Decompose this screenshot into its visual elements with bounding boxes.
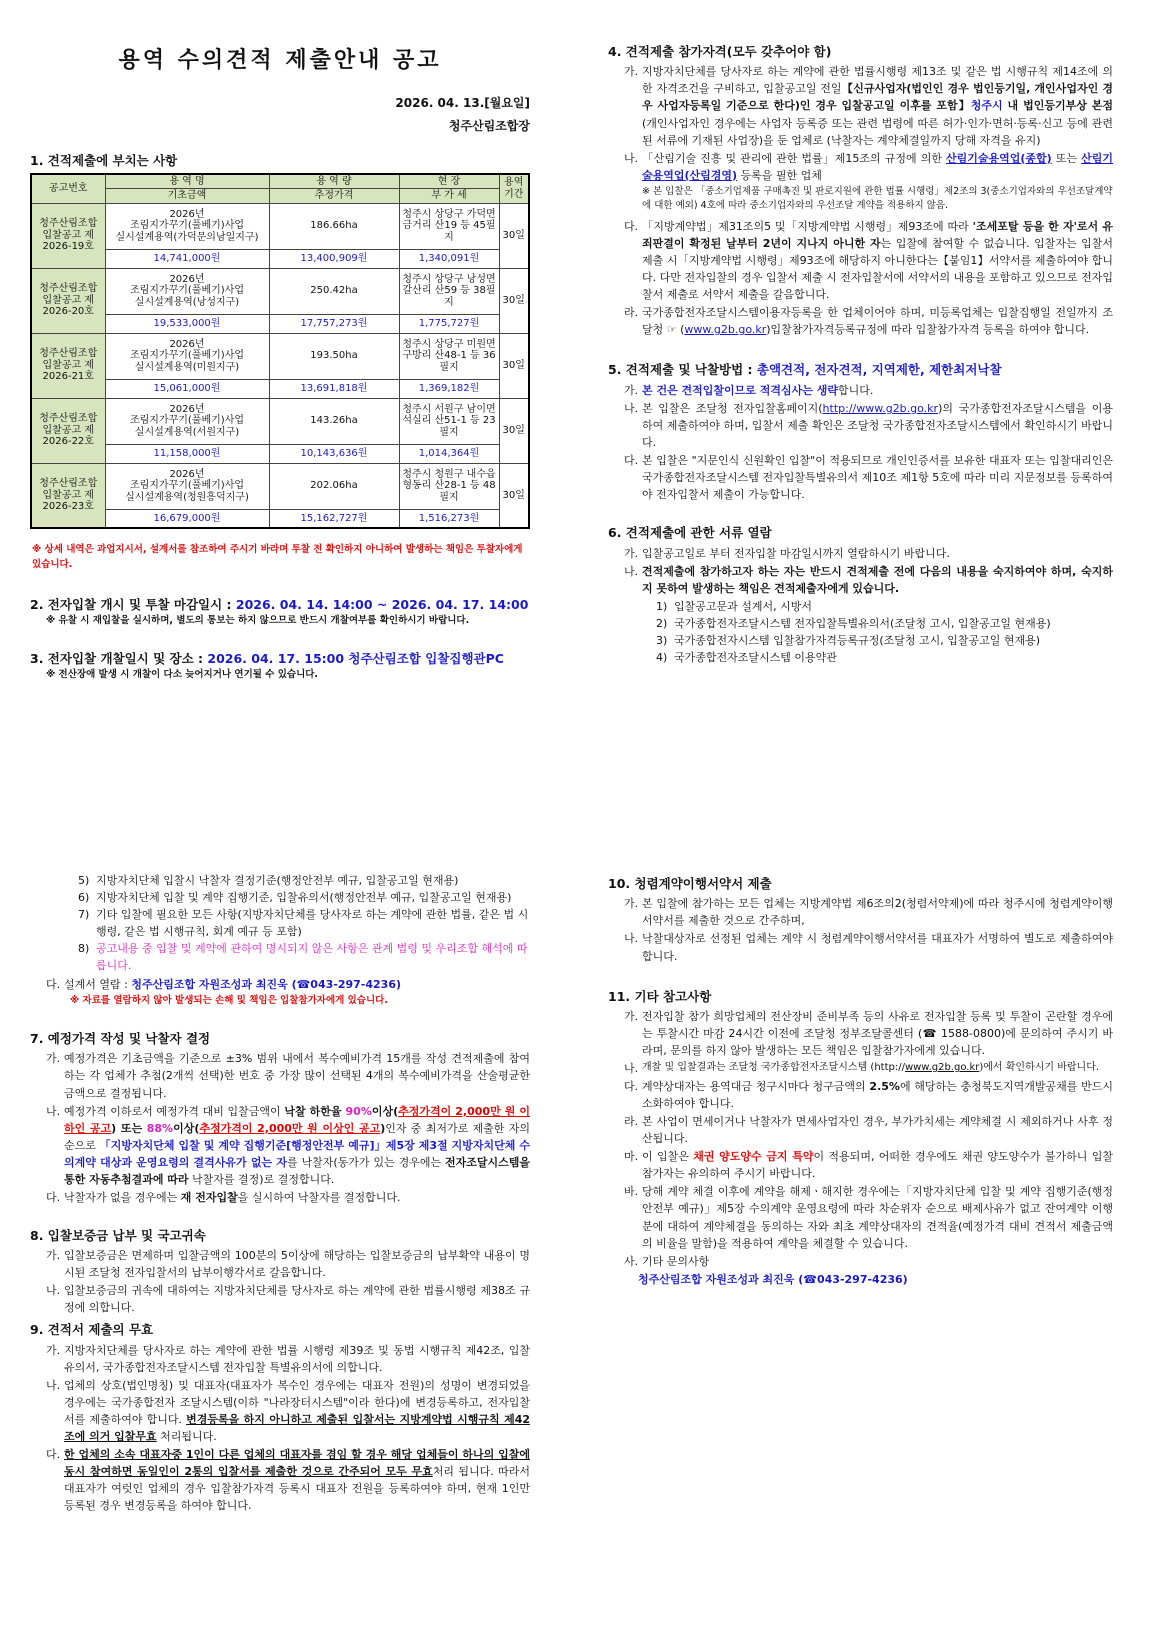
- row-loc: 청주시 서원구 남이면 석실리 산51-1 등 23필지: [399, 398, 499, 444]
- bottom-right-column: [608, 874, 1113, 1288]
- section-5-title: [608, 360, 1113, 379]
- header-vat: 부 가 세: [399, 189, 499, 204]
- list-item: 5) 지방자치단체 입찰시 낙찰자 결정기준(행정안전부 예규, 입찰공고일 현재용): [78, 874, 459, 887]
- section-4-note: ※ 본 입찰은 「중소기업제품 구매촉진 및 판로지원에 관한 법률 시행령」제2조의 3(중소기업자와의 우선조달계약에 대한 예외) 4호에 따라 중소기업자와의 우선조달 계약을 적용하지 않음.: [642, 185, 1113, 212]
- section-7-title: 7. 예정가격 작성 및 낙찰자 결정: [30, 1031, 211, 1047]
- section-11-item-ba: 바. 당해 계약 체결 이후에 계약을 해제ㆍ해지한 경우에는「지방자치단체 입찰 및 계약 집행기준(행정안전부 예규)」제5장 수의계약 운영요령에 따라 차순위자 순으로 배제사유가 없고 잔여계약 이행분에 대하여 계약체결을 동의하는 자와 최초 계약상대자의 견적율(예정가격 대비 견적서 제출금액의 비율을 말함)을 적용하여 계약을 체결할 수 있습니다.: [624, 1185, 1113, 1250]
- header-period: 용역기간: [499, 174, 529, 204]
- bottom-left-column: [30, 872, 530, 1515]
- section-4-item-na: 나. 「산림기술 진흥 및 관리에 관한 법률」제15조의 규정에 의한 산림기술용역업(종합) 또는 산림기술용역업(산림경영) 등록을 필한 업체: [624, 151, 1113, 182]
- row-name-2: 실시설계용역(미원지구): [134, 361, 240, 373]
- header-est: 추정가격: [269, 189, 399, 204]
- section-5-item-da: 다. 본 입찰은 "지문인식 신원확인 입찰"이 적용되므로 개인인증서를 보유한 대표자 또는 입찰대리인은 국가종합전자조달시스템 전자입찰특별유의서 제10조 제1항 5호에 따라 미리 지문정보를 등록하여야 전자입찰서 제출이 가능합니다.: [624, 454, 1113, 502]
- list-item: 3) 국가종합전자시스템 입찰참가자격등록규정(조달청 고시, 입찰공고일 현재용): [656, 633, 1041, 647]
- section-7-item-na: 나. 예정가격 이하로서 예정가격 대비 입찰금액이 낙찰 하한율 90%이상(추정가격이 2,000만 원 이하인 공고) 또는 88%이상(추정가격이 2,000만 원 이상인 공고)인자 중 최저가로 제출한 자의 순으로 「지방자치단체 입찰 및 계약 집행기준[행정안전부 예규]」제5장 제3절 지방자치단체 수의계약 대상과 운영요령의 결격사유가 없는 자를 낙찰자(동가가 있는 경우에는 전자조달시스템을 통한 자동추첨결과에 따라 낙찰자를 결정)로 결정합니다.: [46, 1104, 531, 1186]
- row-est: 10,143,636원: [269, 444, 399, 463]
- section-11-item-sa: 사. 기타 문의사항: [624, 1254, 710, 1268]
- table-row-amounts: [31, 379, 529, 398]
- row-no: 청주산림조합 입찰공고 제2026-22호: [31, 398, 105, 463]
- section-11-item-ga: 가. 전자입찰 참가 희망업체의 전산장비 준비부족 등의 사유로 전자입찰 등록 및 투찰이 곤란할 경우에는 투찰시간 마감 24시간 이전에 조달청 정부조달콜센터 (☎ 1588-0800)에 문의하여 주시기 바라며, 문의를 하지 않아 발생하는 모든 책임은 입찰참가자에게 있습니다.: [624, 1009, 1113, 1058]
- section-7-item-da: 다. 낙찰자가 없을 경우에는 재 전자입찰을 실시하여 낙찰자를 결정합니다.: [46, 1190, 401, 1204]
- row-name: [105, 203, 269, 249]
- section-1-title: 1. 견적제출에 부치는 사항: [30, 153, 178, 169]
- section-11-item-ra: 라. 본 사업이 면세이거나 낙찰자가 면세사업자인 경우, 부가가치세는 계약체결 시 제외하거나 사후 정산됩니다.: [624, 1115, 1113, 1146]
- section-11-item-ma: 마. 이 입찰은 채권 양도양수 금지 특약이 적용되며, 어떠한 경우에도 채권 양도양수가 불가하니 입찰 참가자는 유의하여 주시기 바랍니다.: [624, 1150, 1113, 1181]
- header-qty: 용 역 량: [269, 174, 399, 189]
- section-8-title: 8. 입찰보증금 납부 및 국고귀속: [30, 1227, 206, 1243]
- row-name: [105, 268, 269, 314]
- row-name-2: 실시설계용역(가덕문의남일지구): [115, 231, 259, 243]
- row-no: 청주산림조합 입찰공고 제2026-23호: [31, 463, 105, 528]
- contact-info: 청주산림조합 자원조성과 최진욱 (☎043-297-4236): [638, 1272, 908, 1286]
- section-3-label: 3. 전자입찰 개찰일시 및 장소 :: [30, 650, 208, 666]
- page-title: 용역 수의견적 제출안내 공고: [118, 48, 442, 73]
- row-est: 13,691,818원: [269, 379, 399, 398]
- header-base: 기초금액: [105, 189, 269, 204]
- row-base: 14,741,000원: [105, 249, 269, 268]
- row-qty: 250.42ha: [269, 268, 399, 314]
- row-period: 30일: [499, 333, 529, 398]
- section-5-value: 총액견적, 전자견적, 지역제한, 제한최저낙찰: [756, 362, 1002, 378]
- row-name-1: 조림지가꾸기(풀베기)사업: [129, 415, 245, 427]
- section-8-item-na: 나. 입찰보증금의 귀속에 대하여는 지방자치단체를 당사자로 하는 계약에 관한 법률시행령 제38조 규정에 의합니다.: [46, 1284, 530, 1315]
- section-2-note: ※ 유찰 시 재입찰을 실시하며, 별도의 통보는 하지 않으므로 반드시 개찰여부를 확인하시기 바랍니다.: [46, 614, 470, 626]
- row-name-2: 실시설계용역(낭성지구): [134, 296, 240, 308]
- row-vat: 1,014,364원: [399, 444, 499, 463]
- section-10-item-na: 나. 낙찰대상자로 선정된 업체는 계약 시 청렴계약이행서약서를 대표자가 서명하여 별도로 제출하여야 합니다.: [624, 932, 1113, 963]
- section-2-value: 2026. 04. 14. 14:00 ~ 2026. 04. 17. 14:00: [235, 596, 529, 612]
- section-4-title: 4. 견적제출 참가자격(모두 갖추어야 함): [608, 44, 832, 59]
- issuer-name: 청주산림조합장: [448, 118, 530, 133]
- row-loc: 청주시 상당구 미원면 구방리 산48-1 등 36필지: [399, 333, 499, 379]
- header-loc: 현 장: [399, 174, 499, 189]
- row-qty: 143.26ha: [269, 398, 399, 444]
- section-3-title: [30, 649, 530, 668]
- list-item: 7) 기타 입찰에 필요한 모든 사항(지방자치단체를 당사자로 하는 계약에 관한 법률, 같은 법 시행령, 같은 법 시행규칙, 회계 예규 등 포함): [78, 908, 529, 939]
- section-9-item-ga: 가. 지방자치단체를 당사자로 하는 계약에 관한 법률 시행령 제39조 및 동법 시행규칙 제42조, 입찰유의서, 국가종합전자조달시스템 전자입찰 특별유의서에 의합니다.: [46, 1343, 530, 1374]
- estimate-table: [30, 173, 530, 530]
- table-row-amounts: [31, 314, 529, 333]
- list-item: 1) 입찰공고문과 설계서, 시방서: [656, 599, 813, 613]
- row-year: 2026년: [169, 338, 205, 350]
- row-qty: 193.50ha: [269, 333, 399, 379]
- section-5-item-ga: 가. 본 건은 견적입찰이므로 적격심사는 생략합니다.: [624, 383, 874, 397]
- list-item: 4) 국가종합전자조달시스템 이용약관: [656, 650, 837, 664]
- row-no: 청주산림조합 입찰공고 제2026-20호: [31, 268, 105, 333]
- row-name-2: 실시설계용역(청원흥덕지구): [125, 491, 249, 503]
- g2b-link[interactable]: www.g2b.go.kr: [684, 323, 767, 337]
- row-name-1: 조림지가꾸기(풀베기)사업: [129, 220, 245, 232]
- section-4-item-ga: 가. 지방자치단체를 당사자로 하는 계약에 관한 법률시행령 제13조 및 같은 법 시행규칙 제14조에 의한 자격조건을 구비하고, 입찰공고일 전일【신규사업자(법인인 경우 법인등기일, 개인사업자인 경우 사업자등록일 기준으로 한다)인 경우 입찰공고일 이후를 포함】청주시 내 법인등기부상 본점(개인사업자인 경우에는 사업자 등록증 또는 관련 법령에 따른 허가·인가·면허·등록·신고 등에 관련된 서류에 기재된 사업장)을 둔 업체로 (낙찰자는 계약체결일까지 당해 자격을 유지): [624, 65, 1114, 147]
- top-right-column: [608, 42, 1113, 666]
- section-2-label: 2. 전자입찰 개시 및 투찰 마감일시 :: [30, 596, 236, 612]
- section-9-item-da: 다. 한 업체의 소속 대표자중 1인이 다른 업체의 대표자를 겸임 할 경우 해당 업체들이 하나의 입찰에 동시 참여하면 동일인이 2통의 입찰서를 제출한 것으로 간주되어 모두 무효처리 됩니다. 따라서 대표자가 여럿인 업체의 경우 입찰참가자격 등록시 대표자 전원을 등록하여야 하며, 현재 1인만 등록된 경우 변경등록을 하여야 합니다.: [46, 1448, 530, 1513]
- row-est: 13,400,909원: [269, 249, 399, 268]
- section-6-item-na: 나. 견적제출에 참가하고자 하는 자는 반드시 견적제출 전에 다음의 내용을 숙지하여야 하며, 숙지하지 못하여 발생하는 책임은 견적제출자에게 있습니다.: [624, 564, 1113, 595]
- section-8-item-ga: 가. 입찰보증금은 면제하며 입찰금액의 100분의 5이상에 해당하는 입찰보증금의 납부확약 내용이 명시된 조달청 전자입찰서의 납부이행각서로 갈음합니다.: [46, 1249, 530, 1280]
- section-6-item-da: 다. 설계서 열람 : 청주산림조합 자원조성과 최진욱 (☎043-297-4236): [46, 978, 402, 992]
- g2b-link[interactable]: www.g2b.go.kr: [904, 1062, 980, 1074]
- row-base: 11,158,000원: [105, 444, 269, 463]
- section-3-value: 2026. 04. 17. 15:00 청주산림조합 입찰집행관PC: [207, 650, 504, 666]
- row-no: 청주산림조합 입찰공고 제2026-21호: [31, 333, 105, 398]
- section-3-note: ※ 전산장애 발생 시 개찰이 다소 늦어지거나 연기될 수 있습니다.: [46, 669, 319, 681]
- section-6-note: ※ 자료를 열람하지 않아 발생되는 손해 및 책임은 입찰참가자에게 있습니다.: [70, 995, 388, 1007]
- list-item: 2) 국가종합전자조달시스템 전자입찰특별유의서(조달청 고시, 입찰공고일 현재용): [656, 616, 1051, 630]
- row-vat: 1,340,091원: [399, 249, 499, 268]
- section-4-item-ra: 라. 국가종합전자조달시스템이용자등록을 한 업체이어야 하며, 미등록업체는 입찰집행일 전일까지 조달청 ☞ (www.g2b.go.kr)입찰참가자격등록규정에 따라 입찰참가자격 등록을 하여야 합니다.: [624, 306, 1113, 337]
- section-10-item-ga: 가. 본 입찰에 참가하는 모든 업체는 지방계약법 제6조의2(청렴서약제)에 따라 청주시에 청렴계약이행서약서를 제출한 것으로 간주하며,: [624, 897, 1113, 928]
- section-10-title: 10. 청렴계약이행서약서 제출: [608, 876, 772, 891]
- row-vat: 1,516,273원: [399, 509, 499, 528]
- row-name-1: 조림지가꾸기(풀베기)사업: [129, 350, 245, 362]
- row-name: [105, 398, 269, 444]
- section-4-item-da: 다. 「지방계약법」제31조의5 및「지방계약법 시행령」제93조에 따라 '조세포탈 등을 한 자'로서 유죄판결이 확정된 날부터 2년이 지나지 아니한 자는 입찰에 참여할 수 없습니다. 입찰자는 입찰서 제출 시「지방계약법 시행령」제93조에 해당하지 아니한다는【붙임1】서약서를 제출하여야 합니다. 다만 전자입찰의 경우 입찰서 제출 시 전자입찰서에 서약서의 내용을 포함하고 있으므로 전자입찰서 제출로 서약서 제출을 갈음합니다.: [624, 220, 1113, 302]
- section-9-item-na: 나. 업체의 상호(법인명칭) 및 대표자(대표자가 복수인 경우에는 대표자 전원)의 성명이 변경되었을 경우에는 국가종합전자 조달시스템(이하 "나라장터시스템"이라 한다)에 변경등록하고, 전자입찰서를 제출하여야 합니다. 변경등록을 하지 아니하고 제출된 입찰서는 지방계약법 시행규칙 제42조에 의거 입찰무효 처리됩니다.: [46, 1378, 531, 1444]
- section-5-item-na: 나. 본 입찰은 조달청 전자입찰홈페이지(http://www.g2b.go.kr)의 국가종합전자조달시스템을 이용하여 제출하여야 하며, 입찰서 제출 확인은 조달청 국가종합전자조달시스템에서 확인하시기 바랍니다.: [624, 401, 1113, 449]
- row-year: 2026년: [169, 468, 205, 480]
- table-header-row: [31, 174, 529, 189]
- header-name: 용 역 명: [105, 174, 269, 189]
- table-header-row-2: [31, 189, 529, 204]
- row-year: 2026년: [169, 208, 205, 220]
- row-no: 청주산림조합 입찰공고 제2026-19호: [31, 203, 105, 268]
- row-year: 2026년: [169, 273, 205, 285]
- row-name-1: 조림지가꾸기(풀베기)사업: [129, 285, 245, 297]
- table-row: [31, 463, 529, 509]
- row-period: 30일: [499, 203, 529, 268]
- row-qty: 186.66ha: [269, 203, 399, 249]
- list-item: 6) 지방자치단체 입찰 및 계약 집행기준, 입찰유의서(행정안전부 예규, 입찰공고일 현재용): [78, 891, 512, 905]
- section-11-title: 11. 기타 참고사항: [608, 988, 712, 1004]
- g2b-link[interactable]: http://www.g2b.go.kr: [822, 401, 939, 415]
- section-6-title: 6. 견적제출에 관한 서류 열람: [608, 525, 772, 541]
- section-11-item-da: 다. 계약상대자는 용역대금 청구시마다 청구금액의 2.5%에 해당하는 충청북도지역개발공채를 반드시 소화하여야 합니다.: [624, 1080, 1113, 1111]
- row-base: 15,061,000원: [105, 379, 269, 398]
- row-year: 2026년: [169, 403, 205, 415]
- header-no: 공고번호: [31, 174, 105, 204]
- section-11-item-na: 나. 개찰 및 입찰결과는 조달청 국가종합전자조달시스템 (http://www.g2b.go.kr)에서 확인하시기 바랍니다.: [624, 1062, 1100, 1076]
- table-row: [31, 203, 529, 249]
- table-row-amounts: [31, 444, 529, 463]
- row-period: 30일: [499, 268, 529, 333]
- row-vat: 1,369,182원: [399, 379, 499, 398]
- section-7-item-ga: 가. 예정가격은 기초금액을 기준으로 ±3% 범위 내에서 복수예비가격 15개를 작성 견적제출에 참여하는 각 업체가 추첨(2개씩 선택)한 번호 중 가장 많이 선택된 4개의 복수예비가격을 산술평균한 금액으로 결정됩니다.: [46, 1052, 530, 1100]
- section-5-label: 5. 견적제출 및 낙찰방법 :: [608, 362, 757, 378]
- section-2-title: [30, 595, 530, 614]
- row-loc: 청주시 상당구 낭성면 갈산리 산59 등 38필지: [399, 268, 499, 314]
- section-6-item-ga: 가. 입찰공고일로 부터 전자입찰 마감일시까지 열람하시기 바랍니다.: [624, 546, 950, 560]
- notice-date: 2026. 04. 13.[월요일]: [395, 96, 530, 111]
- table-row-amounts: [31, 249, 529, 268]
- row-qty: 202.06ha: [269, 463, 399, 509]
- top-left-column: [30, 40, 530, 683]
- table-row: [31, 398, 529, 444]
- section-9-title: 9. 견적서 제출의 무효: [30, 1322, 154, 1338]
- table-note: ※ 상세 내역은 과업지시서, 설계서를 참조하여 주시기 바라며 투찰 전 확인하지 아니하여 발생하는 책임은 투찰자에게 있습니다.: [32, 544, 523, 570]
- row-name: [105, 333, 269, 379]
- row-est: 15,162,727원: [269, 509, 399, 528]
- row-name-1: 조림지가꾸기(풀베기)사업: [129, 480, 245, 492]
- row-name: [105, 463, 269, 509]
- table-row: [31, 268, 529, 314]
- row-period: 30일: [499, 398, 529, 463]
- row-est: 17,757,273원: [269, 314, 399, 333]
- row-period: 30일: [499, 463, 529, 528]
- table-row-amounts: [31, 509, 529, 528]
- list-item: 8) 공고내용 중 입찰 및 계약에 관하여 명시되지 않은 사항은 관계 법령 및 우리조합 해석에 따릅니다.: [78, 942, 528, 973]
- row-base: 19,533,000원: [105, 314, 269, 333]
- row-vat: 1,775,727원: [399, 314, 499, 333]
- row-name-2: 실시설계용역(서원지구): [134, 426, 240, 438]
- table-row: [31, 333, 529, 379]
- row-base: 16,679,000원: [105, 509, 269, 528]
- row-loc: 청주시 청원구 내수읍 형동리 산28-1 등 48필지: [399, 463, 499, 509]
- row-loc: 청주시 상당구 가덕면 금거리 산19 등 45필지: [399, 203, 499, 249]
